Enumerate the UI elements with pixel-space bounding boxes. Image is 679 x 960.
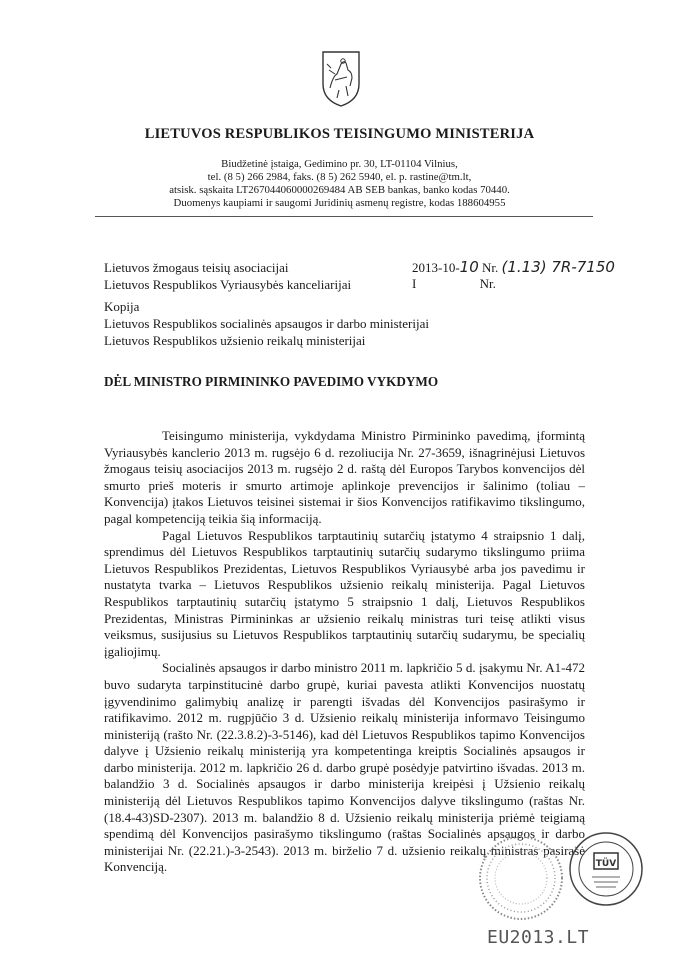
letter-title: DĖL MINISTRO PIRMININKO PAVEDIMO VYKDYMO (104, 374, 439, 389)
eu-presidency-logo: EU2013.LT (487, 927, 590, 948)
paragraph: Teisingumo ministerija, vykdydama Ministro Pirmininko pavedimą, įformintą Vyriausybės kanclerio 2013 m. rugsėjo 6 d. rezoliucija Nr. 27-3659, išnagrinėjusi Lietuvos žmogaus teisių asociacijos 2013 m. rugsėjo 2 d. raštą dėl Europos Tarybos konvencijos dėl smurto prieš moteris ir smurto artimoje aplinkoje prevencijos ir šalinimo (toliau – Konvencija) įtakos Lietuvos teisinei sistemai ir šios Konvencijos ratifikavimo tikslingumo, pagal kompetenciją teikia šią informaciją. (104, 428, 585, 526)
address-line: Biudžetinė įstaiga, Gedimino pr. 30, LT-01104 Vilnius, (221, 158, 458, 170)
header-divider (95, 216, 593, 217)
letter-body (104, 428, 585, 876)
date-prefix: 2013-10- (412, 260, 460, 275)
ministry-address (0, 158, 679, 210)
address-line: tel. (8 5) 266 2984, faks. (8 5) 262 5940, el. p. rastine@tm.lt, (207, 171, 472, 183)
seal-text: TÜV (595, 859, 617, 869)
copy-recipient: Lietuvos Respublikos socialinės apsaugos ir darbo ministerijai (104, 316, 429, 331)
copy-label: Kopija (104, 299, 140, 314)
recipient: Lietuvos Respublikos Vyriausybės kanceliarijai (104, 277, 352, 292)
reply-nr-label: Nr. (479, 276, 496, 291)
paragraph: Pagal Lietuvos Respublikos tarptautinių sutarčių įstatymo 4 straipsnio 1 dalį, sprendimus dėl Lietuvos Respublikos tarptautinių sutarčių sudarymo tikslingumo priima Lietuvos Respublikos Prezidentas, Lietuvos Respublikos Vyriausybė arba jos pavedimu ir nustatyta tvarka – Lietuvos Respublikos užsienio reikalų ministerija. Pagal Lietuvos Respublikos tarptautinių sutarčių įstatymo 5 straipsnio 1 dalį, Lietuvos Respublikos Prezidentas, Ministras Pirmininkas ar užsienio reikalų ministras turi teisę atlikti visus veiksmus, susijusius su Lietuvos Respublikos tarptautinių sutarčių sudarymu, be specialių įgaliojimų. (104, 527, 585, 659)
recipients-block (104, 259, 351, 293)
coat-of-arms-icon (321, 50, 361, 108)
tuv-certification-seal-icon (568, 831, 644, 907)
copy-block (104, 298, 429, 349)
recipient: Lietuvos žmogaus teisių asociacijai (104, 260, 289, 275)
ministry-name: LIETUVOS RESPUBLIKOS TEISINGUMO MINISTERIJA (144, 126, 535, 142)
date-day-handwritten: 10 (459, 258, 479, 276)
copy-recipient: Lietuvos Respublikos užsienio reikalų ministerijai (104, 333, 366, 348)
nr-handwritten: (1.13) 7R-7150 (501, 258, 615, 276)
reply-number-line (412, 276, 496, 292)
paragraph: Socialinės apsaugos ir darbo ministro 2011 m. lapkričio 5 d. įsakymu Nr. A1-472 buvo sudaryta tarpinstitucinė darbo grupė, kuriai pavesta atlikti Konvencijos nuostatų įgyvendinimo galimybių analizę ir parengti išvadas dėl Konvencijos pasirašymo ir ratifikavimo. 2012 m. rugpjūčio 3 d. Užsienio reikalų ministerija informavo Teisingumo ministeriją (rašto Nr. (22.3.8.2)-3-5146), kad dėl Lietuvos Respublikos tapimo Konvencijos dalyve į Užsienio reikalų ministeriją yra kompetentinga kreiptis Socialinės apsaugos ir darbo ministerija. 2012 m. lapkričio 26 d. darbo grupė posėdyje patvirtino išvadas. 2013 m. balandžio 3 d. Socialinės apsaugos ir darbo ministerija kreipėsi į Užsienio reikalų ministeriją dėl Lietuvos Respublikos tapimo Konvencijos dalyve tikslingumo (raštas Nr. (18.4-43)SD-2307). 2013 m. balandžio 8 d. Užsienio reikalų ministerija priėmė teigiamą spendimą dėl Konvencijos pasirašymo tikslingumo (raštas Socialinės apsaugos ir darbo ministerijai Nr. (22.21.)-3-2543). 2013 m. birželio 7 d. užsienio reikalų ministras pasirašė Konvenciją. (104, 660, 585, 875)
nr-label: Nr. (482, 260, 499, 275)
address-line: atsisk. sąskaita LT267044060000269484 AB SEB bankas, banko kodas 70440. (169, 184, 510, 196)
reply-mark: I (412, 276, 417, 291)
document-date-number (412, 259, 615, 276)
round-stamp-icon (478, 835, 564, 921)
address-line: Duomenys kaupiami ir saugomi Juridinių asmenų registre, kodas 188604955 (173, 197, 506, 209)
